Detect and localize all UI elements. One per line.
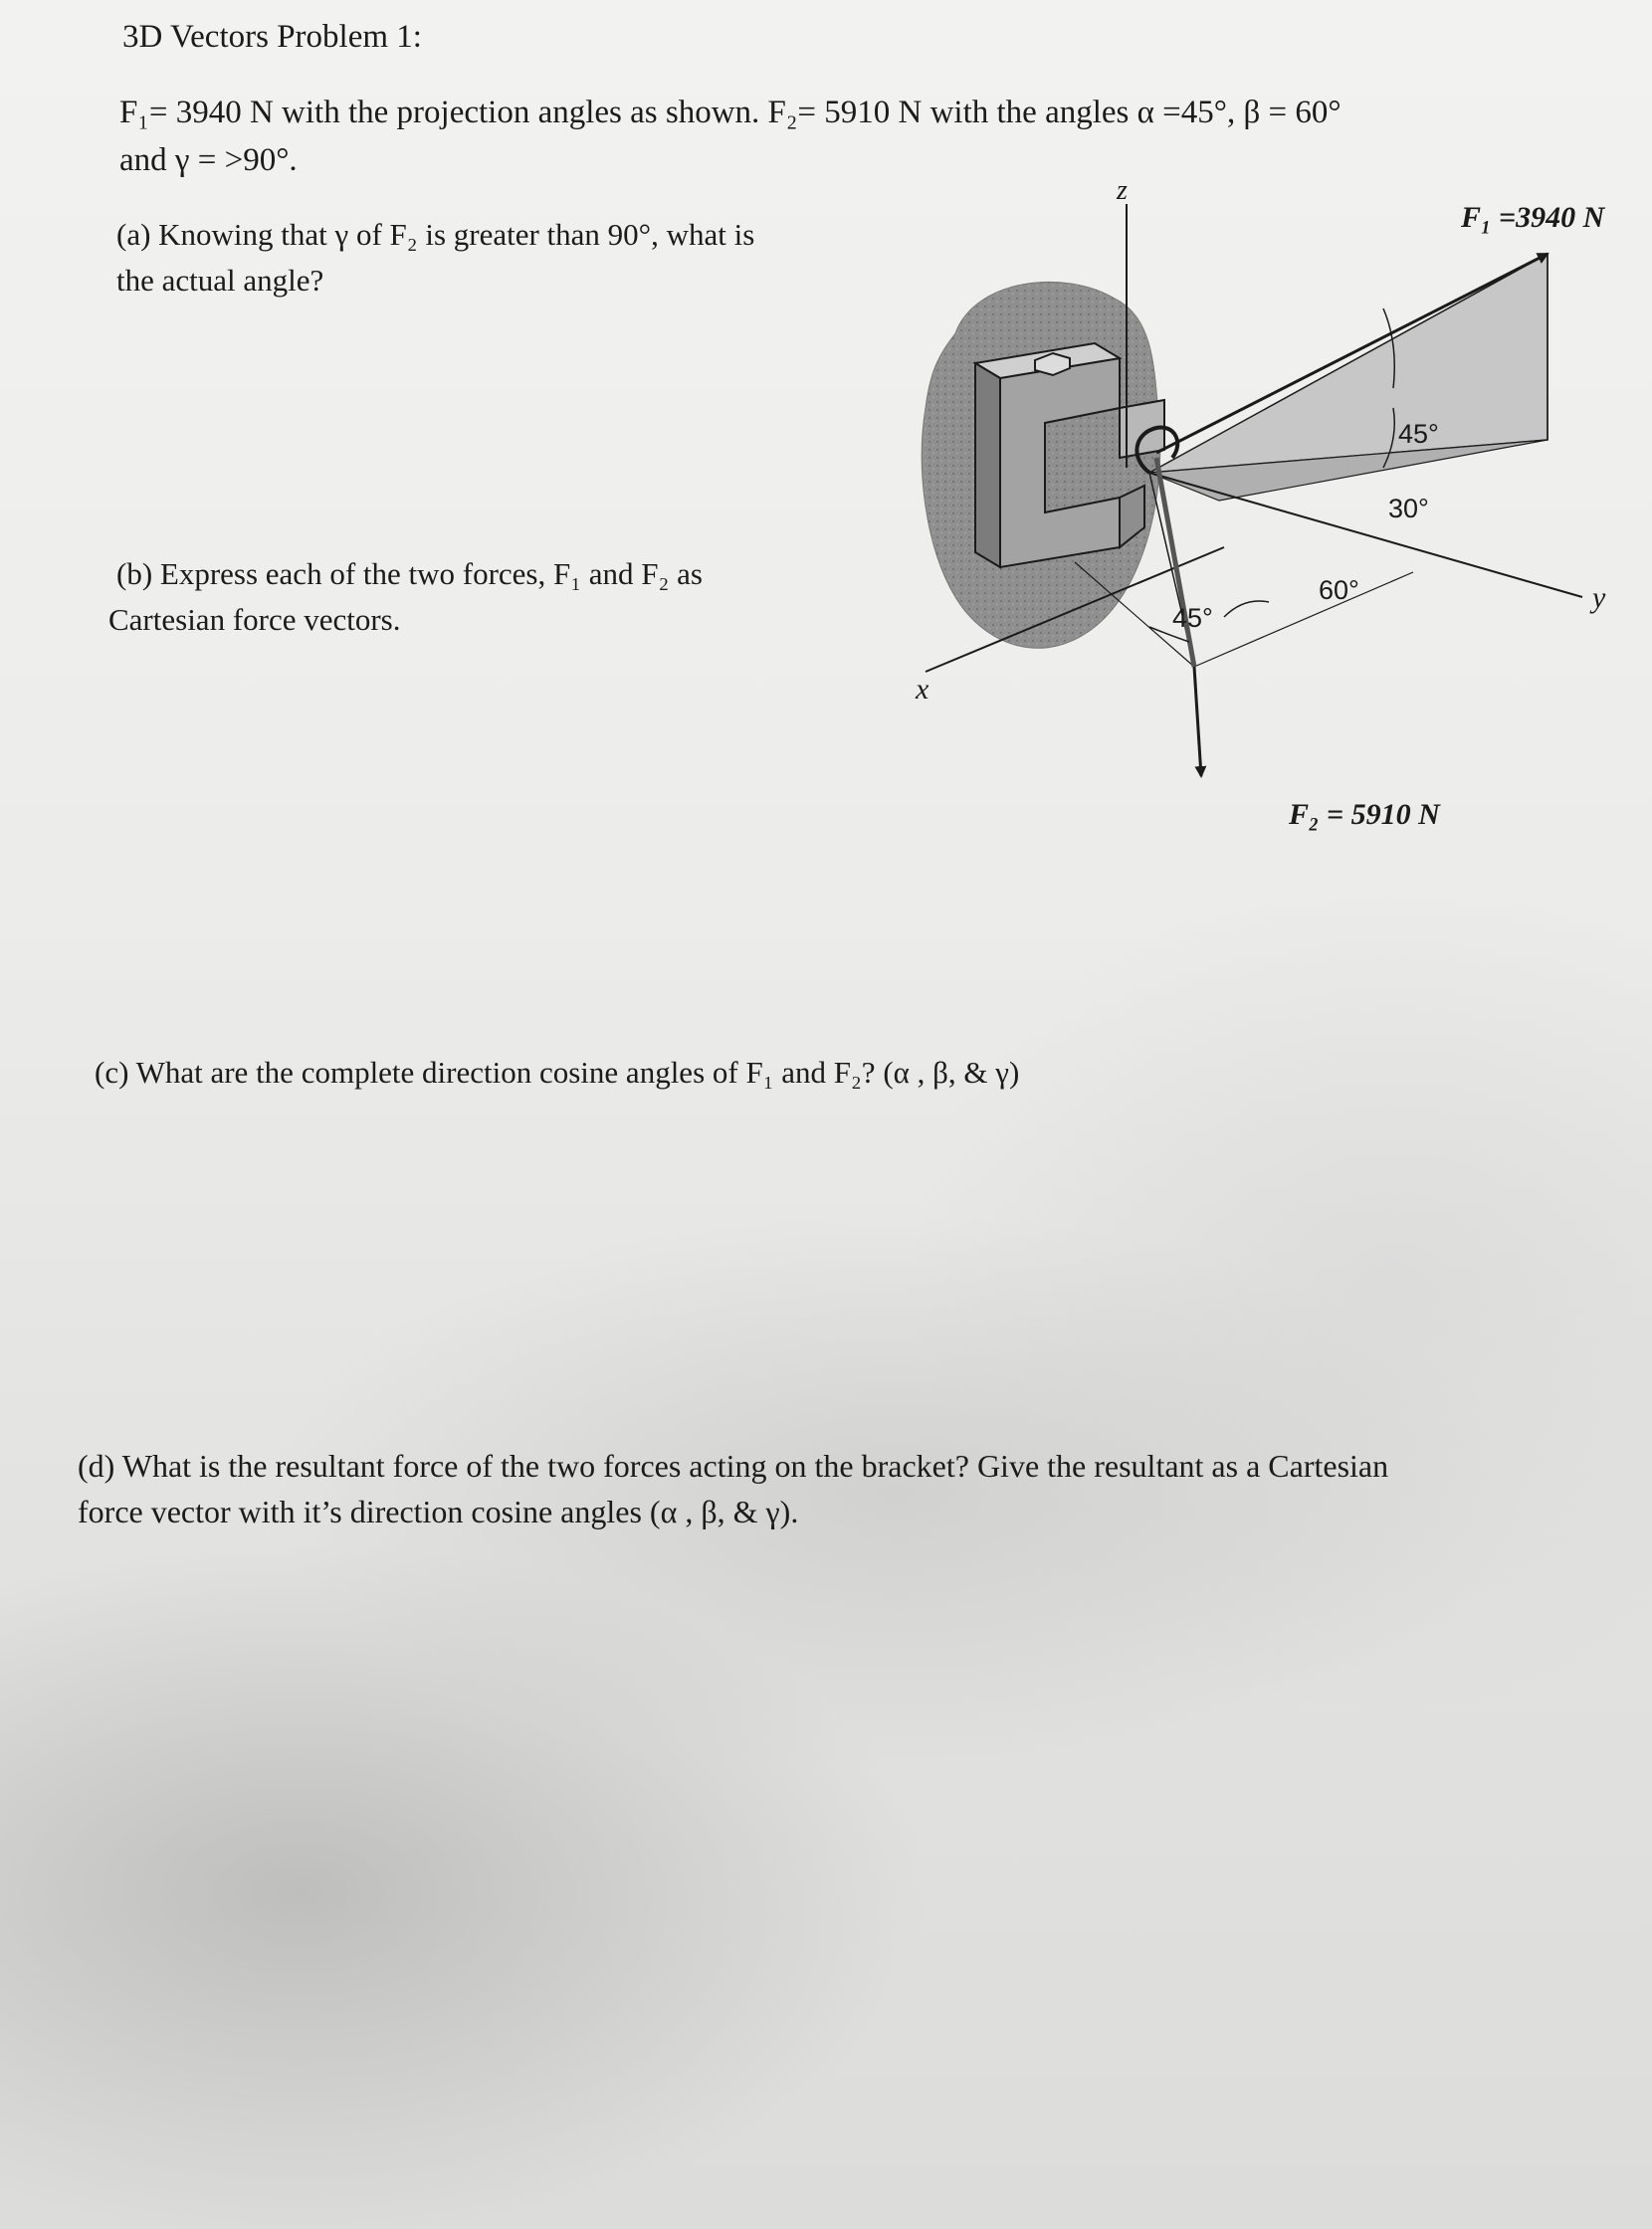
f2-force-label: F₂ = 5910 N (1289, 798, 1440, 831)
question-d-line-1: (d) What is the resultant force of the two forces acting on the bracket? Give the resultant as a Cartesian (78, 1448, 1389, 1484)
bracket-force-diagram (896, 169, 1652, 866)
z-axis-label: z (1117, 175, 1128, 206)
angle-label-60: 60° (1319, 575, 1359, 605)
y-axis-line (1149, 473, 1582, 597)
f1-force-label: F₁ =3940 N (1461, 201, 1605, 234)
question-d-line-2: force vector with it’s direction cosine angles (α , β, & γ). (78, 1494, 799, 1529)
question-b-line-2: Cartesian force vectors. (108, 602, 401, 637)
angle-label-30: 30° (1388, 494, 1429, 523)
question-c: (c) What are the complete direction cosine angles of F₁ and F₂? (α , β, & γ) (95, 1055, 1020, 1090)
problem-title: 3D Vectors Problem 1: (122, 19, 422, 55)
problem-statement-line-2: and γ = >90°. (119, 142, 298, 178)
f2-force-arrow (1194, 667, 1201, 776)
problem-statement-line-1: F₁= 3940 N with the projection angles as shown. F₂= 5910 N with the angles α =45°, β = 60° (119, 95, 1342, 130)
x-axis-label: x (916, 673, 929, 706)
question-a-line-2: the actual angle? (116, 263, 324, 298)
question-b-line-1: (b) Express each of the two forces, F₁ and F₂ as (116, 556, 703, 591)
y-axis-label: y (1592, 581, 1606, 614)
question-a-line-1: (a) Knowing that γ of F₂ is greater than 90°, what is (116, 217, 755, 252)
f1-projection-plane (1149, 254, 1548, 473)
angle-label-45-upper: 45° (1398, 419, 1439, 449)
angle-label-45-lower: 45° (1172, 603, 1213, 633)
